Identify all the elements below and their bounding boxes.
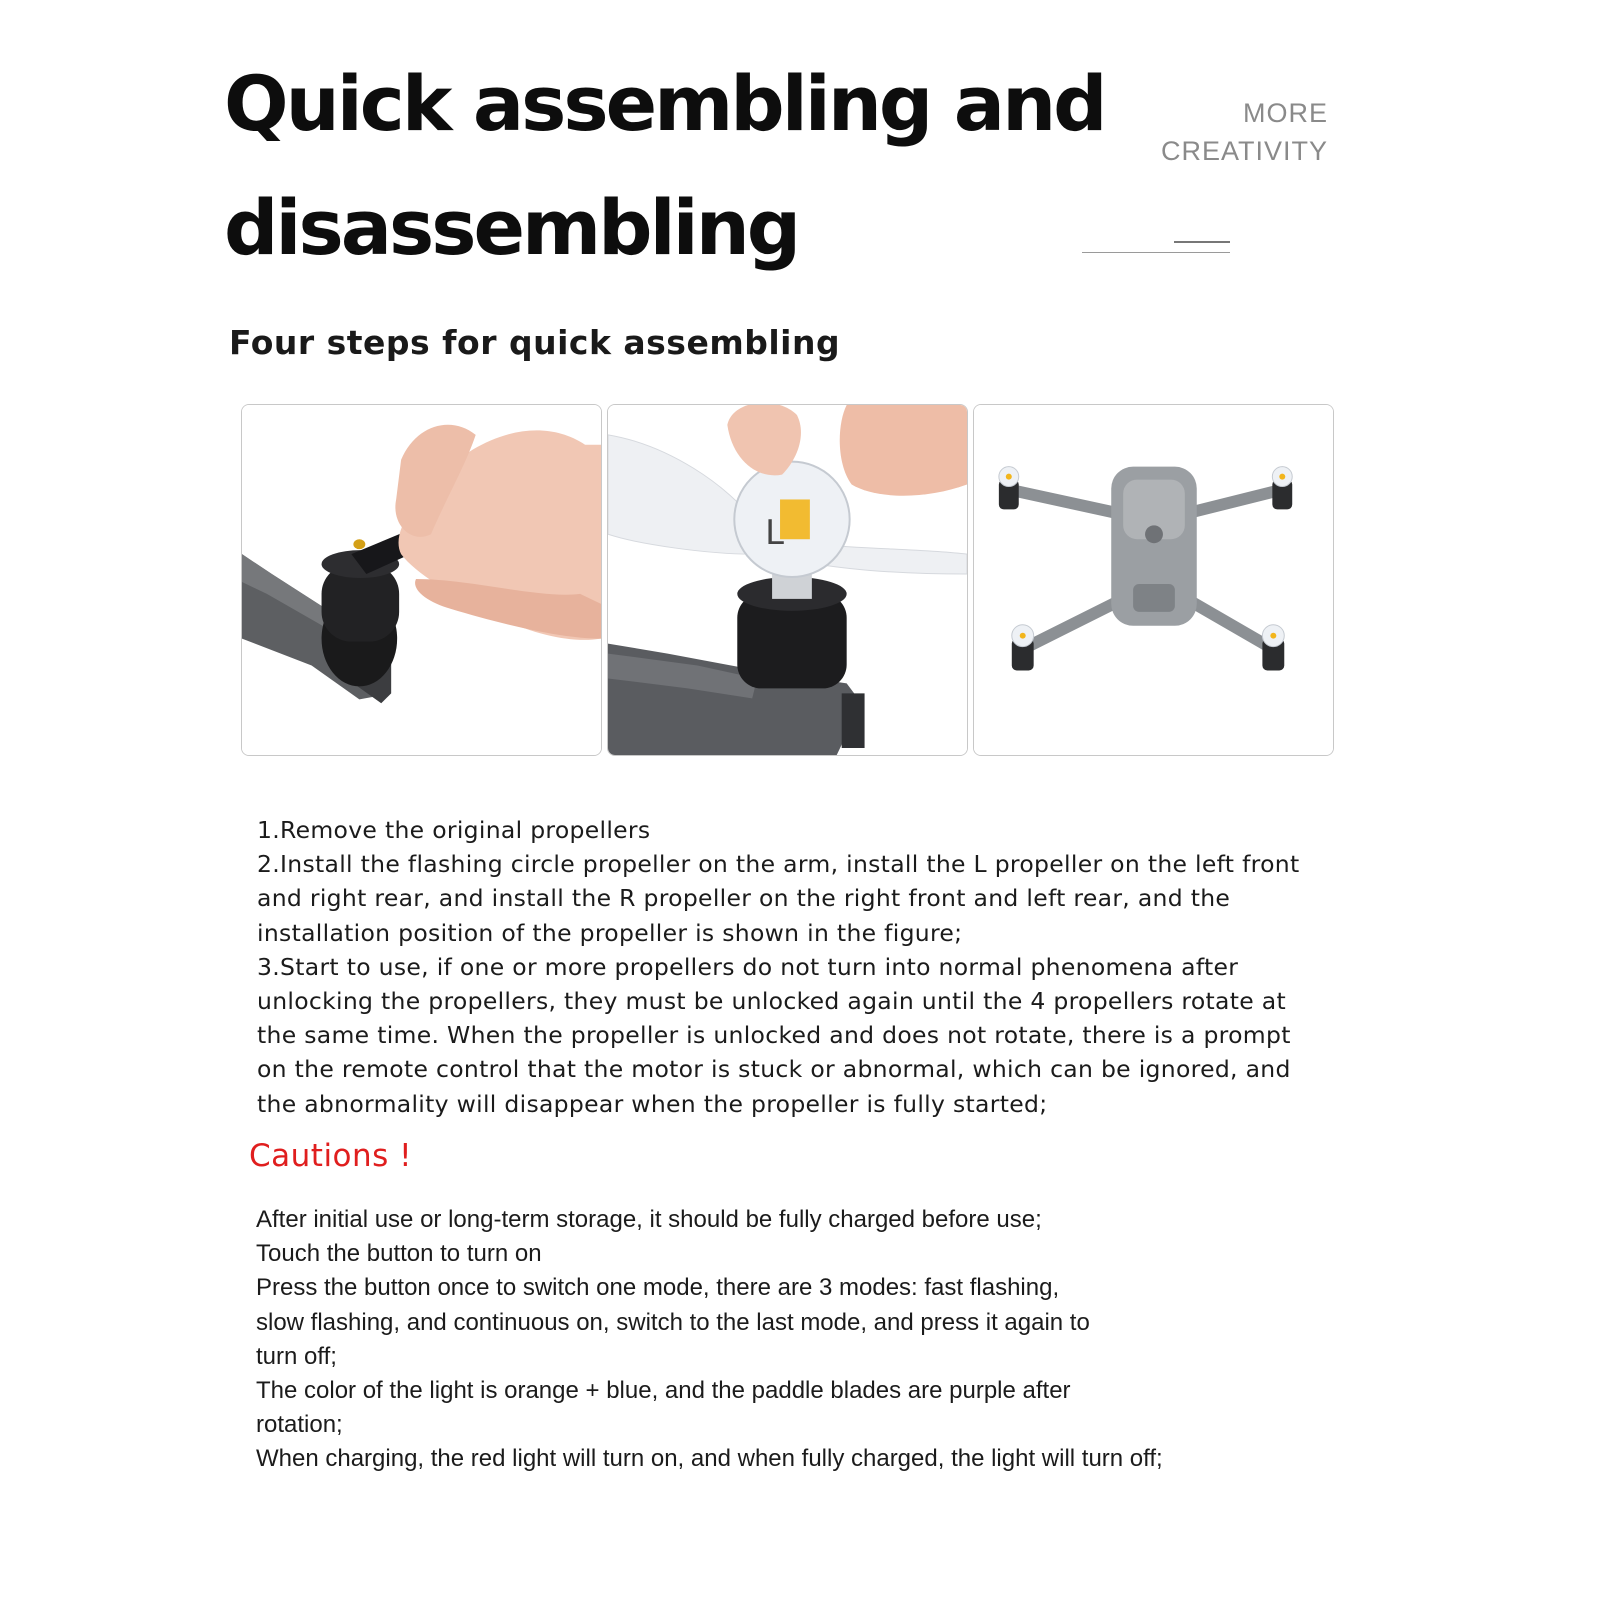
- note-item: Touch the button to turn on: [256, 1240, 542, 1268]
- tagline-line-1: MORE: [1243, 98, 1328, 128]
- title-line-2: disassembling: [224, 183, 799, 272]
- note-item: The color of the light is orange + blue, and the paddle blades are purple after rotation;: [256, 1377, 1071, 1439]
- note-item: Press the button once to switch one mode, there are 3 modes: fast flashing, slow flashing, and continuous on, switch to the last mode, and press it again to turn off;: [256, 1274, 1090, 1370]
- page-title: [224, 42, 1105, 290]
- step-item: 2.Install the flashing circle propeller on the arm, install the L propeller on the left front and right rear, and install the R propeller on the right front and left rear, and the installation position of the propeller is shown in the figure;: [257, 850, 1300, 947]
- cautions-heading: Cautions !: [249, 1138, 413, 1174]
- caution-notes: [256, 1203, 1316, 1477]
- note-item: When charging, the red light will turn on, and when fully charged, the light will turn off;: [256, 1445, 1163, 1473]
- tagline: [1161, 94, 1328, 170]
- decorative-rule-accent: [1174, 241, 1230, 243]
- note-item: After initial use or long-term storage, it should be fully charged before use;: [256, 1206, 1042, 1233]
- photo-strip: [241, 404, 1334, 756]
- step-item: 1.Remove the original propellers: [257, 816, 651, 844]
- section-subtitle: Four steps for quick assembling: [229, 323, 841, 362]
- propeller-l-mark: L: [765, 513, 784, 553]
- hand-attaching-propeller-to-motor-photo: [241, 404, 602, 756]
- hand-installing-flashing-propeller-photo: [607, 404, 968, 756]
- title-line-1: Quick assembling and: [224, 59, 1105, 148]
- step-item: 3.Start to use, if one or more propellers do not turn into normal phenomena after unlocking the propellers, they must be unlocked again until the 4 propellers rotate at the same time. When the propeller is unlocked and does not rotate, there is a prompt on the remote control that the motor is stuck or abnormal, which can be ignored, and the abnormality will disappear when the propeller is fully started;: [257, 952, 1291, 1118]
- decorative-rule: [1082, 252, 1230, 253]
- drone-top-view-with-propellers-photo: [973, 404, 1334, 756]
- assembly-steps: [257, 813, 1317, 1121]
- tagline-line-2: CREATIVITY: [1160, 136, 1328, 166]
